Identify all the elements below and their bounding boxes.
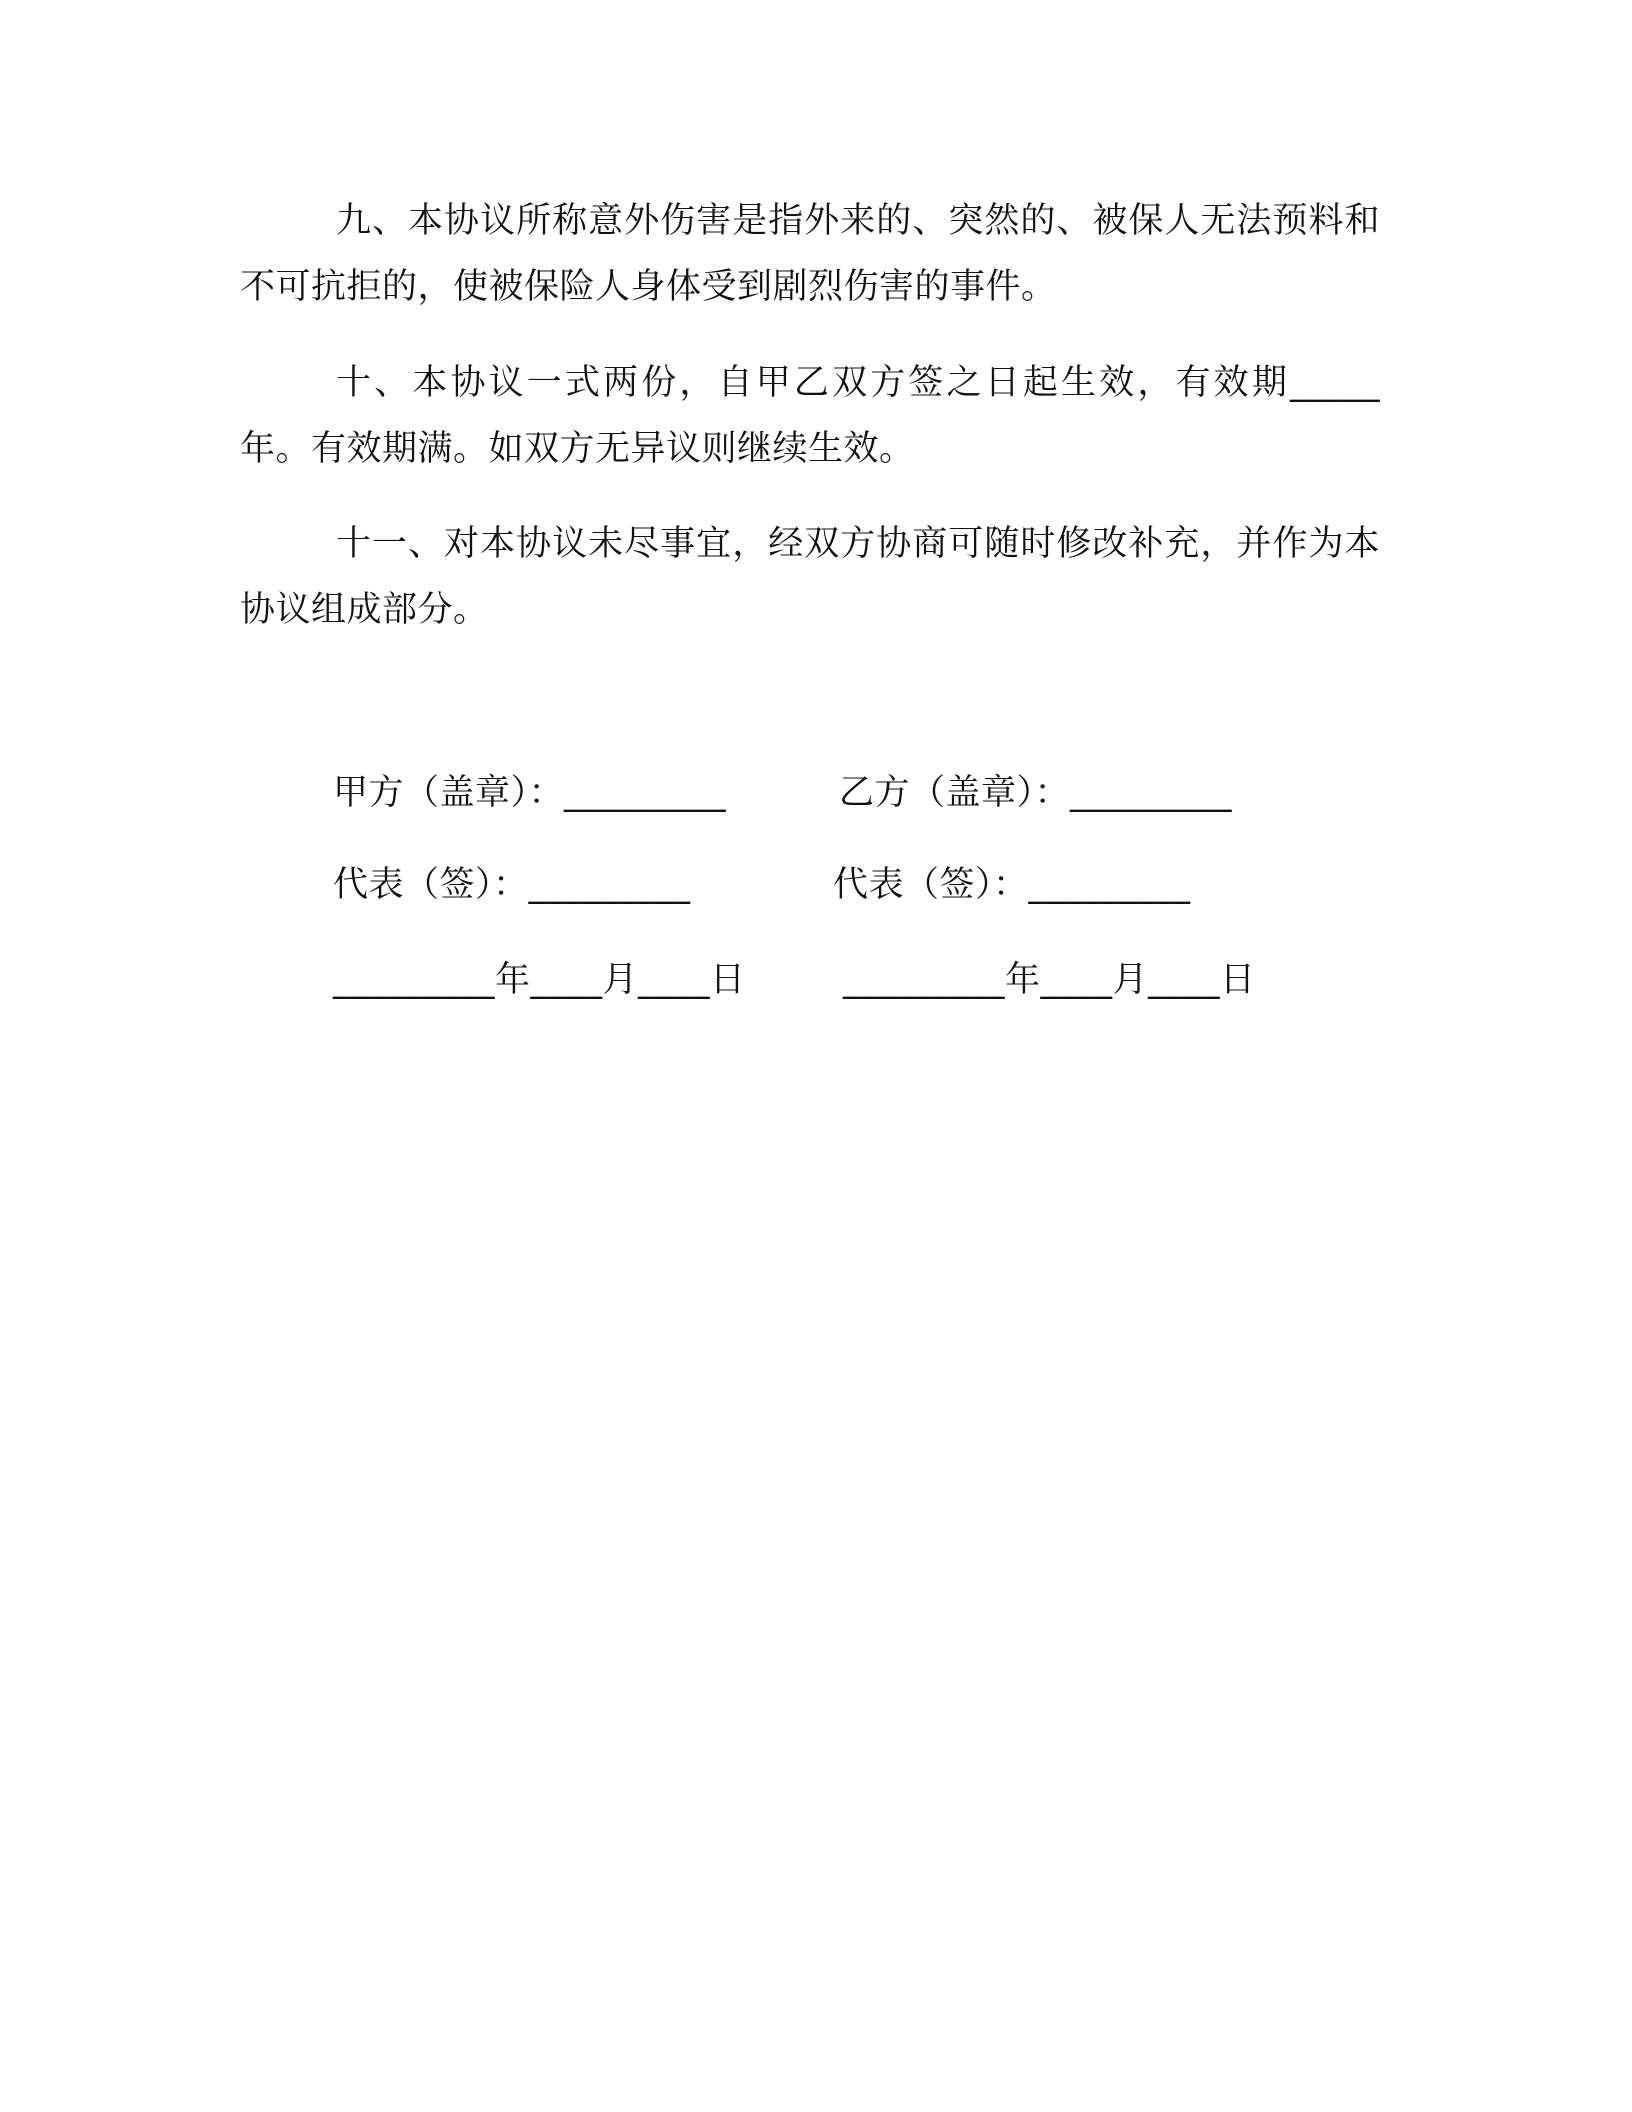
party-b-date-line: _________年____月____日 (843, 960, 1256, 1000)
party-a-date-line: _________年____月____日 (333, 960, 746, 1000)
party-b-representative-line: 代表（签）：_________ (833, 865, 1191, 905)
clause-nine: 九、本协议所称意外伤害是指外来的、突然的、被保人无法预料和不可抗拒的，使被保险人身体受到剧烈伤害的事件。 (240, 201, 1380, 307)
party-b-seal-line: 乙方（盖章）：_________ (839, 773, 1233, 813)
clause-eleven: 十一、对本协议未尽事宜，经双方协商可随时修改补充，并作为本协议组成部分。 (240, 524, 1380, 630)
party-a-representative-line: 代表（签）：_________ (333, 865, 691, 905)
clause-ten: 十、本协议一式两份，自甲乙双方签之日起生效，有效期_____年。有效期满。如双方无异议则继续生效。 (240, 363, 1380, 469)
party-a-seal-line: 甲方（盖章）：_________ (333, 773, 727, 813)
